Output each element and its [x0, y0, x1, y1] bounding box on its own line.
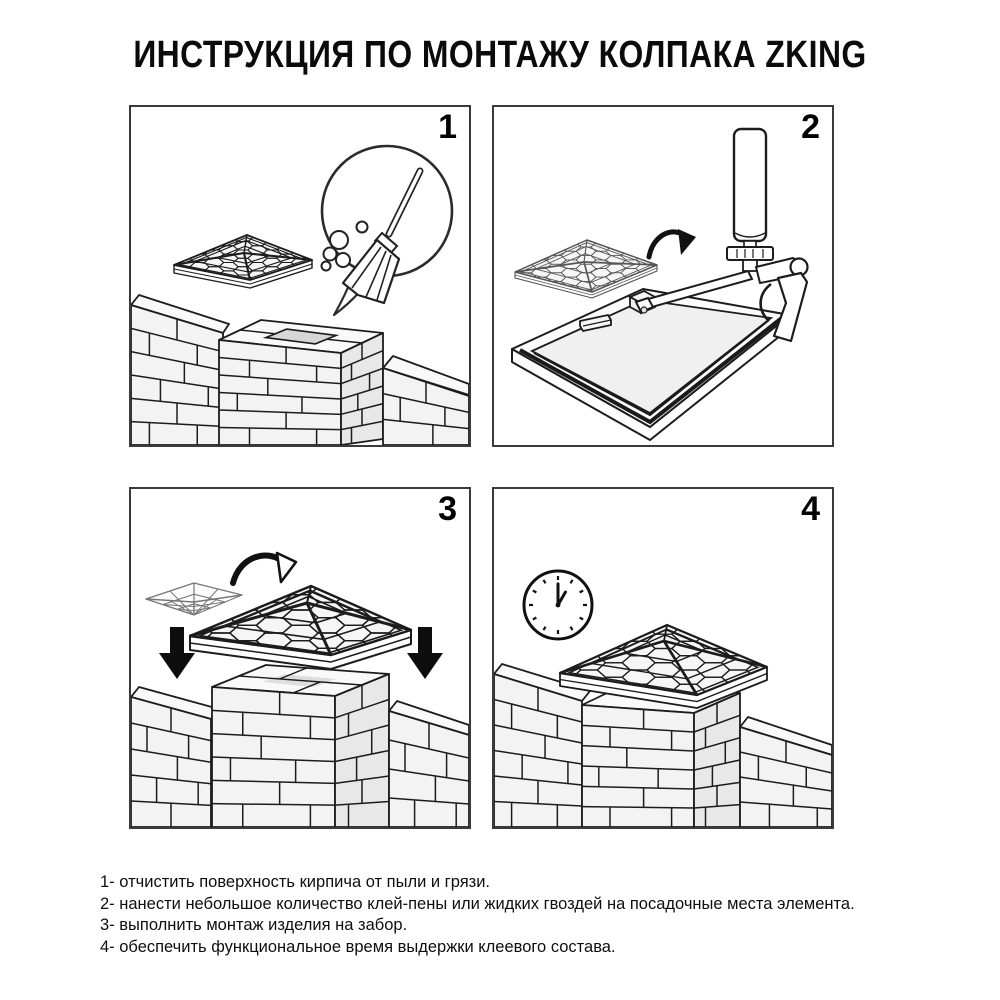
step-3-illustration	[131, 489, 469, 827]
brick-wall-left	[131, 687, 219, 827]
instruction-step-1: 1- отчистить поверхность кирпича от пыли и грязи.	[100, 873, 490, 891]
step-panel-1	[129, 105, 471, 447]
panel-number: 3	[438, 490, 456, 528]
clock-icon	[524, 571, 592, 639]
instruction-list	[100, 872, 970, 958]
brick-wall-right	[383, 356, 469, 445]
step-panel-2	[492, 105, 834, 447]
brick-wall-left	[131, 295, 229, 445]
cap-top-view	[146, 217, 339, 313]
panel-number: 1	[438, 108, 456, 146]
brick-pillar	[219, 320, 383, 445]
brick-wall-right	[389, 701, 469, 827]
step-panel-4	[492, 487, 834, 829]
page-title: ИНСТРУКЦИЯ ПО МОНТАЖУ КОЛПАКА ZKING	[133, 34, 867, 76]
step-1-illustration	[131, 107, 469, 445]
flip-arrow-icon	[233, 553, 296, 583]
brick-pillar	[212, 665, 389, 827]
instruction-step-2: 2- нанести небольшое количество клей-пены или жидких гвоздей на посадочные места элемента.	[100, 894, 855, 913]
panel-number: 2	[801, 108, 819, 146]
brick-wall-right	[740, 717, 832, 827]
instruction-step-3: 3- выполнить монтаж изделия на забор.	[100, 916, 408, 934]
brick-pillar	[582, 683, 740, 827]
flip-arrow-icon	[649, 229, 696, 257]
step-4-illustration	[494, 489, 832, 827]
step-2-illustration	[494, 107, 832, 445]
instruction-step-4: 4- обеспечить функциональное время выдержки клеевого состава.	[100, 937, 616, 956]
step-panel-3	[129, 487, 471, 829]
cap-underside	[512, 289, 790, 440]
panel-number: 4	[801, 490, 819, 528]
cap-underside-small	[146, 583, 242, 615]
